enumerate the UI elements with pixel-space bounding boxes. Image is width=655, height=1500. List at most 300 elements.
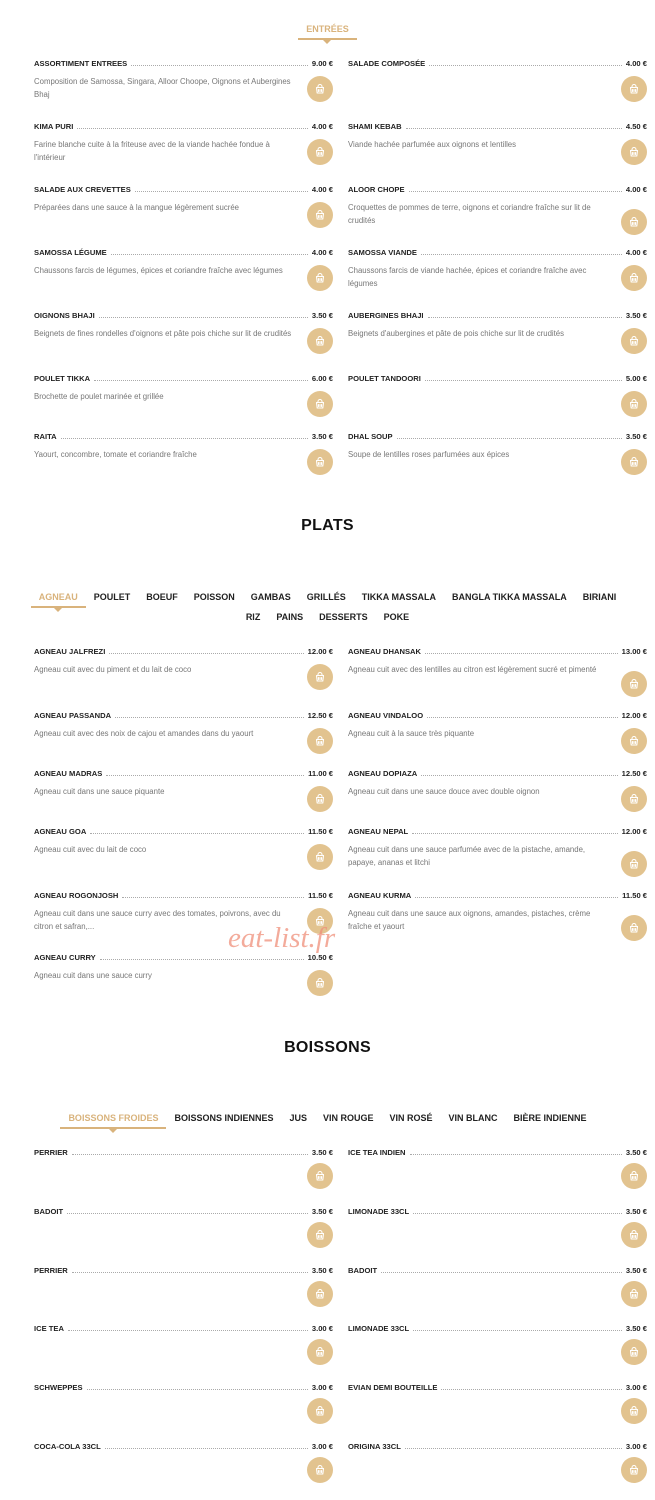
menu-item-header [34, 889, 333, 900]
basket-icon [314, 398, 326, 410]
menu-item [34, 1146, 333, 1157]
tab-bangla-tikka-massala[interactable]: BANGLA TIKKA MASSALA [451, 592, 567, 602]
menu-item-name: ALOOR CHOPE [348, 185, 405, 194]
tab-agneau[interactable]: AGNEAU [31, 592, 86, 602]
menu-item-header [34, 1146, 333, 1157]
basket-icon [314, 146, 326, 158]
plats-tabs-row1 [0, 587, 655, 605]
menu-item [348, 183, 647, 227]
basket-icon [628, 735, 640, 747]
entrees-tabs [0, 19, 655, 37]
add-to-cart-button[interactable] [307, 664, 333, 690]
basket-icon [314, 671, 326, 683]
menu-item-price: 3.00 € [311, 1383, 333, 1392]
menu-item-description: Chaussons farcis de viande hachée, épices et coriandre fraîche avec légumes [348, 266, 587, 288]
add-to-cart-button[interactable] [307, 76, 333, 102]
menu-item-description: Agneau cuit avec du lait de coco [34, 845, 147, 854]
menu-item-price: 12.50 € [307, 711, 333, 720]
menu-item-header [34, 430, 333, 441]
add-to-cart-button[interactable] [307, 139, 333, 165]
menu-item-name: SHAMI KEBAB [348, 122, 402, 131]
dot-leader [100, 959, 304, 960]
menu-item-price: 3.00 € [625, 1383, 647, 1392]
basket-icon [314, 83, 326, 95]
menu-item-name: AGNEAU DOPIAZA [348, 769, 418, 778]
menu-item-header [34, 1264, 333, 1275]
tab-biere-indienne[interactable]: BIÈRE INDIENNE [513, 1113, 587, 1123]
dot-leader [381, 1272, 622, 1273]
add-to-cart-button[interactable] [621, 671, 647, 697]
add-to-cart-button[interactable] [307, 786, 333, 812]
menu-item [348, 1264, 647, 1275]
tab-vin-rose[interactable]: VIN ROSÉ [389, 1113, 433, 1123]
dot-leader [425, 653, 618, 654]
menu-item-price: 12.50 € [621, 769, 647, 778]
menu-item-price: 5.00 € [625, 374, 647, 383]
menu-item-header [348, 1264, 647, 1275]
menu-item-name: RAITA [34, 432, 57, 441]
menu-item-description: Agneau cuit à la sauce très piquante [348, 729, 475, 738]
basket-icon [628, 1170, 640, 1182]
menu-item-header [34, 57, 333, 68]
menu-item-name: LIMONADE 33CL [348, 1207, 410, 1216]
add-to-cart-button[interactable] [621, 76, 647, 102]
watermark: eat-list.fr [228, 922, 336, 954]
menu-item-description: Agneau cuit avec des lentilles au citron est légèrement sucré et pimenté [348, 665, 597, 674]
menu-item-description: Farine blanche cuite à la friteuse avec de la viande hachée fondue à l'intérieur [34, 140, 270, 162]
menu-item-name: AGNEAU MADRAS [34, 769, 103, 778]
add-to-cart-button[interactable] [307, 449, 333, 475]
menu-item-header [348, 246, 647, 257]
menu-item-price: 11.00 € [308, 769, 333, 778]
menu-item [348, 1146, 647, 1157]
menu-item-name: AGNEAU ROGONJOSH [34, 891, 119, 900]
menu-item-price: 6.00 € [311, 374, 333, 383]
menu-item-header [34, 825, 333, 836]
menu-item-name: LIMONADE 33CL [348, 1324, 410, 1333]
basket-icon [314, 272, 326, 284]
menu-item [34, 309, 333, 341]
basket-icon [314, 977, 326, 989]
menu-item-price: 10.50 € [307, 953, 333, 962]
basket-icon [628, 1464, 640, 1476]
menu-item [34, 1264, 333, 1275]
menu-item-price: 3.00 € [311, 1442, 333, 1451]
menu-item-header [348, 1322, 647, 1333]
tab-jus[interactable]: JUS [289, 1113, 307, 1123]
menu-item-description: Agneau cuit avec des noix de cajou et amandes dans du yaourt [34, 729, 254, 738]
menu-item [34, 430, 333, 462]
tab-entrees[interactable]: ENTRÉES [298, 24, 357, 34]
basket-icon [314, 335, 326, 347]
basket-icon [314, 735, 326, 747]
menu-item [348, 1381, 647, 1392]
menu-item-price: 3.50 € [625, 1148, 647, 1157]
add-to-cart-button[interactable] [621, 728, 647, 754]
dot-leader [429, 65, 622, 66]
menu-item-price: 11.50 € [308, 891, 333, 900]
menu-item-price: 3.00 € [311, 1324, 333, 1333]
menu-item-header [34, 1381, 333, 1392]
add-to-cart-button[interactable] [307, 1222, 333, 1248]
menu-item-price: 3.50 € [625, 311, 647, 320]
menu-item-name: AGNEAU GOA [34, 827, 87, 836]
menu-item-header [34, 1440, 333, 1451]
menu-item-header [348, 709, 647, 720]
menu-item-description: Agneau cuit dans une sauce parfumée avec de la pistache, amande, papaye, ananas et litchi [348, 845, 586, 867]
menu-item [34, 645, 333, 677]
menu-item [34, 1322, 333, 1333]
menu-item [34, 951, 333, 983]
basket-icon [628, 922, 640, 934]
menu-item-header [34, 1322, 333, 1333]
add-to-cart-button[interactable] [621, 139, 647, 165]
menu-item-name: ICE TEA [34, 1324, 64, 1333]
menu-item-description: Croquettes de pommes de terre, oignons et coriandre fraîche sur lit de crudités [348, 203, 591, 225]
tab-gambas[interactable]: GAMBAS [250, 592, 291, 602]
menu-item-price: 3.50 € [625, 1266, 647, 1275]
menu-item-name: ASSORTIMENT ENTREES [34, 59, 128, 68]
menu-item-name: AGNEAU CURRY [34, 953, 96, 962]
menu-item-price: 4.00 € [625, 185, 647, 194]
tab-poisson[interactable]: POISSON [193, 592, 235, 602]
basket-icon [314, 1346, 326, 1358]
basket-icon [628, 1405, 640, 1417]
menu-item-header [348, 120, 647, 131]
menu-item-name: AGNEAU PASSANDA [34, 711, 112, 720]
add-to-cart-button[interactable] [307, 728, 333, 754]
boissons-title: BOISSONS [284, 1039, 371, 1056]
menu-item-price: 3.50 € [311, 1148, 333, 1157]
menu-item-description: Chaussons farcis de légumes, épices et coriandre fraîche avec légumes [34, 266, 283, 275]
menu-item-header [348, 57, 647, 68]
menu-item-header [34, 645, 333, 656]
add-to-cart-button[interactable] [307, 391, 333, 417]
menu-item-description: Agneau cuit avec du piment et du lait de coco [34, 665, 192, 674]
add-to-cart-button[interactable] [621, 328, 647, 354]
add-to-cart-button[interactable] [307, 1457, 333, 1483]
dot-leader [122, 897, 304, 898]
menu-item-header [348, 1205, 647, 1216]
menu-item-header [34, 1205, 333, 1216]
menu-item-name: SALADE COMPOSÉE [348, 59, 426, 68]
basket-icon [314, 1288, 326, 1300]
menu-item-price: 3.50 € [311, 1207, 333, 1216]
menu-item-description: Agneau cuit dans une sauce douce avec double oignon [348, 787, 540, 796]
menu-item-header [348, 1146, 647, 1157]
menu-item-description: Soupe de lentilles roses parfumées aux épices [348, 450, 510, 459]
menu-item-price: 4.00 € [625, 248, 647, 257]
basket-icon [314, 1229, 326, 1241]
menu-item-price: 9.00 € [311, 59, 333, 68]
menu-item-name: EVIAN DEMI BOUTEILLE [348, 1383, 438, 1392]
menu-item-price: 3.50 € [625, 1324, 647, 1333]
menu-item-header [348, 889, 647, 900]
dot-leader [441, 1389, 621, 1390]
dot-leader [115, 717, 304, 718]
menu-item-description: Viande hachée parfumée aux oignons et lentilles [348, 140, 517, 149]
menu-item-header [348, 183, 647, 194]
menu-item-name: AGNEAU DHANSAK [348, 647, 421, 656]
add-to-cart-button[interactable] [621, 1163, 647, 1189]
basket-icon [314, 209, 326, 221]
dot-leader [421, 254, 622, 255]
basket-icon [628, 335, 640, 347]
dot-leader [413, 1213, 622, 1214]
add-to-cart-button[interactable] [621, 851, 647, 877]
menu-item-price: 3.50 € [311, 311, 333, 320]
menu-item [348, 825, 647, 869]
menu-item-description: Agneau cuit dans une sauce curry avec des tomates, poivrons, avec du citron et safran,... [34, 909, 281, 931]
dot-leader [77, 128, 308, 129]
menu-item-header [34, 120, 333, 131]
dot-leader [421, 775, 617, 776]
menu-item-name: SALADE AUX CREVETTES [34, 185, 131, 194]
dot-leader [412, 833, 617, 834]
tab-pains[interactable]: PAINS [276, 612, 304, 622]
boissons-tabs [0, 1108, 655, 1126]
plats-title: PLATS [301, 517, 354, 534]
menu-item [348, 645, 647, 677]
tab-poke[interactable]: POKE [383, 612, 410, 622]
basket-icon [628, 793, 640, 805]
menu-item-name: AGNEAU VINDALOO [348, 711, 424, 720]
basket-icon [628, 1288, 640, 1300]
dot-leader [413, 1330, 622, 1331]
menu-item [348, 767, 647, 799]
tab-boissons-froides[interactable]: BOISSONS FROIDES [60, 1113, 166, 1123]
menu-item [34, 1381, 333, 1392]
menu-item-price: 4.00 € [311, 122, 333, 131]
menu-item-header [34, 372, 333, 383]
menu-item-price: 3.50 € [625, 1207, 647, 1216]
basket-icon [314, 456, 326, 468]
basket-icon [314, 1405, 326, 1417]
menu-item-header [348, 309, 647, 320]
menu-item-name: COCA-COLA 33CL [34, 1442, 101, 1451]
basket-icon [628, 272, 640, 284]
add-to-cart-button[interactable] [621, 1222, 647, 1248]
dot-leader [409, 191, 622, 192]
menu-item-header [34, 709, 333, 720]
menu-item-price: 12.00 € [307, 647, 333, 656]
dot-leader [131, 65, 308, 66]
menu-item [348, 1440, 647, 1451]
add-to-cart-button[interactable] [621, 449, 647, 475]
menu-item-header [348, 430, 647, 441]
add-to-cart-button[interactable] [307, 1339, 333, 1365]
menu-item-price: 4.00 € [625, 59, 647, 68]
menu-item-name: AUBERGINES BHAJI [348, 311, 424, 320]
menu-item-name: SAMOSSA LÉGUME [34, 248, 107, 257]
dot-leader [415, 897, 618, 898]
menu-item-header [348, 767, 647, 778]
menu-item-name: PERRIER [34, 1148, 68, 1157]
add-to-cart-button[interactable] [307, 202, 333, 228]
tab-poulet[interactable]: POULET [93, 592, 131, 602]
menu-item-price: 13.00 € [621, 647, 647, 656]
menu-item-price: 3.50 € [625, 432, 647, 441]
menu-item-price: 11.50 € [308, 827, 333, 836]
menu-item [34, 372, 333, 404]
menu-item-name: AGNEAU NEPAL [348, 827, 409, 836]
tab-vin-rouge[interactable]: VIN ROUGE [323, 1113, 374, 1123]
dot-leader [67, 1213, 308, 1214]
add-to-cart-button[interactable] [621, 391, 647, 417]
basket-icon [628, 678, 640, 690]
dot-leader [68, 1330, 308, 1331]
menu-item-name: ORIGINA 33CL [348, 1442, 401, 1451]
menu-item-price: 4.00 € [311, 185, 333, 194]
menu-item [34, 825, 333, 857]
basket-icon [628, 456, 640, 468]
tab-biriani[interactable]: BIRIANI [582, 592, 617, 602]
menu-item [348, 430, 647, 462]
menu-item [34, 183, 333, 215]
add-to-cart-button[interactable] [307, 844, 333, 870]
menu-item [34, 57, 333, 101]
dot-leader [427, 717, 618, 718]
plats-tabs-row2 [0, 607, 655, 625]
dot-leader [406, 128, 622, 129]
add-to-cart-button[interactable] [307, 328, 333, 354]
menu-item [34, 1205, 333, 1216]
add-to-cart-button[interactable] [621, 209, 647, 235]
basket-icon [314, 793, 326, 805]
menu-item-header [348, 825, 647, 836]
menu-item [348, 1322, 647, 1333]
menu-item-description: Agneau cuit dans une sauce piquante [34, 787, 165, 796]
menu-item [34, 120, 333, 164]
menu-item-name: KIMA PURI [34, 122, 74, 131]
dot-leader [72, 1154, 308, 1155]
add-to-cart-button[interactable] [307, 1281, 333, 1307]
menu-item [34, 1440, 333, 1451]
menu-item [34, 767, 333, 799]
menu-item-name: POULET TIKKA [34, 374, 91, 383]
menu-item [348, 246, 647, 290]
dot-leader [94, 380, 308, 381]
menu-item-description: Brochette de poulet marinée et grillée [34, 392, 164, 401]
tab-boissons-indiennes[interactable]: BOISSONS INDIENNES [174, 1113, 274, 1123]
menu-item-description: Préparées dans une sauce à la mangue légèrement sucrée [34, 203, 240, 212]
menu-item-description: Beignets d'aubergines et pâte de pois chiche sur lit de crudités [348, 329, 565, 338]
menu-item-price: 12.00 € [621, 827, 647, 836]
dot-leader [428, 317, 622, 318]
tab-vin-blanc[interactable]: VIN BLANC [448, 1113, 498, 1123]
dot-leader [61, 438, 308, 439]
menu-item-name: ICE TEA INDIEN [348, 1148, 406, 1157]
basket-icon [628, 858, 640, 870]
menu-item [34, 246, 333, 278]
tab-desserts[interactable]: DESSERTS [319, 612, 368, 622]
dot-leader [90, 833, 304, 834]
basket-icon [628, 1229, 640, 1241]
add-to-cart-button[interactable] [621, 1339, 647, 1365]
tab-grilles[interactable]: GRILLÉS [306, 592, 346, 602]
menu-item [348, 372, 647, 383]
add-to-cart-button[interactable] [621, 915, 647, 941]
basket-icon [628, 83, 640, 95]
dot-leader [135, 191, 308, 192]
basket-icon [314, 1464, 326, 1476]
basket-icon [628, 1346, 640, 1358]
menu-item-price: 3.50 € [311, 1266, 333, 1275]
menu-item-price: 12.00 € [621, 711, 647, 720]
dot-leader [397, 438, 622, 439]
menu-item-name: POULET TANDOORI [348, 374, 421, 383]
menu-item-name: OIGNONS BHAJI [34, 311, 95, 320]
basket-icon [314, 851, 326, 863]
menu-item-header [348, 645, 647, 656]
menu-item-header [348, 1381, 647, 1392]
add-to-cart-button[interactable] [307, 970, 333, 996]
basket-icon [628, 216, 640, 228]
menu-item-name: SCHWEPPES [34, 1383, 83, 1392]
menu-item-price: 3.00 € [625, 1442, 647, 1451]
menu-item-name: BADOIT [34, 1207, 64, 1216]
tab-riz[interactable]: RIZ [245, 612, 261, 622]
add-to-cart-button[interactable] [621, 265, 647, 291]
menu-item [348, 57, 647, 68]
menu-item-header [34, 767, 333, 778]
dot-leader [87, 1389, 308, 1390]
menu-item-description: Yaourt, concombre, tomate et coriandre fraîche [34, 450, 197, 459]
menu-item-header [348, 372, 647, 383]
menu-item-name: AGNEAU JALFREZI [34, 647, 106, 656]
add-to-cart-button[interactable] [307, 1398, 333, 1424]
dot-leader [105, 1448, 308, 1449]
dot-leader [106, 775, 304, 776]
menu-item-name: DHAL SOUP [348, 432, 393, 441]
tab-boeuf[interactable]: BOEUF [146, 592, 178, 602]
dot-leader [405, 1448, 622, 1449]
menu-item [348, 1205, 647, 1216]
dot-leader [109, 653, 303, 654]
add-to-cart-button[interactable] [307, 1163, 333, 1189]
menu-item-price: 3.50 € [311, 432, 333, 441]
menu-item-name: PERRIER [34, 1266, 68, 1275]
add-to-cart-button[interactable] [621, 1457, 647, 1483]
add-to-cart-button[interactable] [621, 786, 647, 812]
menu-item-description: Agneau cuit dans une sauce aux oignons, amandes, pistaches, crème fraîche et yaourt [348, 909, 591, 931]
dot-leader [425, 380, 622, 381]
tab-tikka-massala[interactable]: TIKKA MASSALA [361, 592, 436, 602]
menu-item-header [34, 309, 333, 320]
add-to-cart-button[interactable] [621, 1281, 647, 1307]
menu-item-price: 11.50 € [622, 891, 647, 900]
menu-item-header [34, 183, 333, 194]
basket-icon [314, 1170, 326, 1182]
dot-leader [111, 254, 308, 255]
menu-item [348, 120, 647, 152]
menu-item-header [34, 246, 333, 257]
menu-item [34, 709, 333, 741]
dot-leader [410, 1154, 622, 1155]
menu-item-price: 4.50 € [625, 122, 647, 131]
add-to-cart-button[interactable] [307, 265, 333, 291]
menu-item-description: Agneau cuit dans une sauce curry [34, 971, 152, 980]
dot-leader [99, 317, 308, 318]
menu-item-description: Composition de Samossa, Singara, Alloor Choope, Oignons et Aubergines Bhaj [34, 77, 291, 99]
dot-leader [72, 1272, 308, 1273]
menu-item-name: BADOIT [348, 1266, 378, 1275]
basket-icon [628, 398, 640, 410]
menu-item [348, 709, 647, 741]
add-to-cart-button[interactable] [621, 1398, 647, 1424]
menu-item-description: Beignets de fines rondelles d'oignons et pâte pois chiche sur lit de crudités [34, 329, 292, 338]
basket-icon [628, 146, 640, 158]
